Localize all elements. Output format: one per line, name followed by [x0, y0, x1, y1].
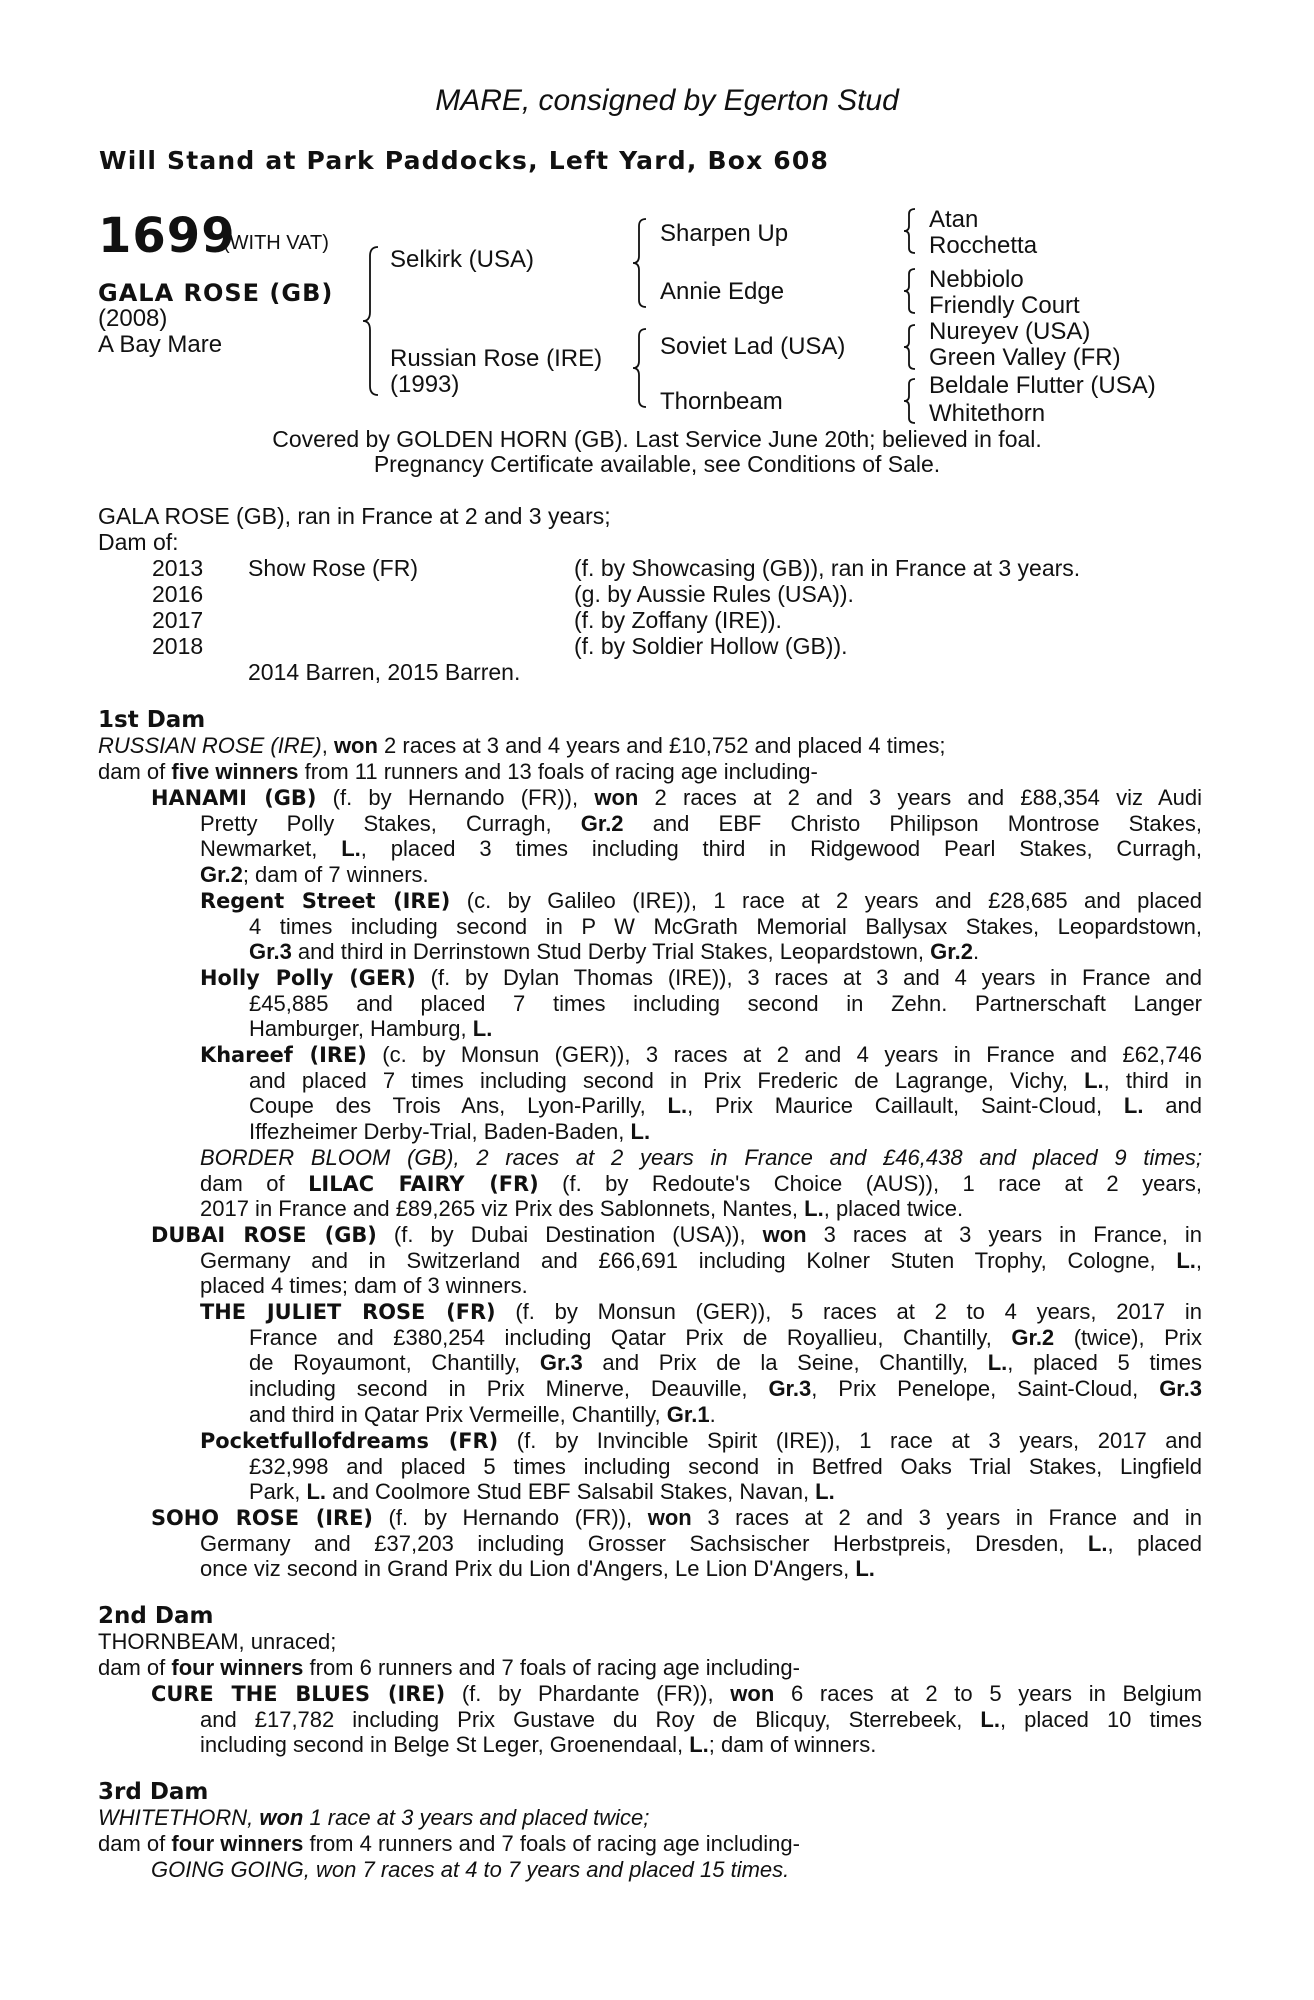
pedigree-gen3-1: Atan: [929, 206, 979, 233]
pedigree-gen2-3: Soviet Lad (USA): [660, 333, 846, 360]
entry-line: Newmarket, L., placed 3 times including third in Ridgewood Pearl Stakes, Curragh,: [200, 836, 1202, 862]
pedigree-gen3-7: Beldale Flutter (USA): [929, 372, 1156, 399]
consignment-line: MARE, consigned by Egerton Stud: [435, 84, 899, 117]
entry-line: HANAMI (GB) (f. by Hernando (FR)), won 2 races at 2 and 3 years and £88,354 viz Audi: [151, 785, 1203, 810]
covered-line-1: Covered by GOLDEN HORN (GB). Last Service June 20th; believed in foal.: [272, 426, 1042, 452]
entry-line: de Royaumont, Chantilly, Gr.3 and Prix de la Seine, Chantilly, L., placed 5 times: [249, 1350, 1203, 1376]
holly-polly-entry: [200, 965, 1202, 1045]
entry-line: France and £380,254 including Qatar Prix de Royallieu, Chantilly, Gr.2 (twice), Prix: [249, 1324, 1203, 1350]
entry-line: Park, L. and Coolmore Stud EBF Salsabil Stakes, Navan, L.: [249, 1479, 835, 1505]
pedigree-gen3-6: Green Valley (FR): [929, 344, 1121, 371]
produce-year: 2016: [152, 581, 204, 607]
lot-description: A Bay Mare: [98, 331, 223, 358]
produce-detail: (f. by Soldier Hollow (GB)).: [574, 633, 848, 659]
pocketfullofdreams-entry: [200, 1428, 1202, 1508]
juliet-rose-entry: [200, 1299, 1202, 1429]
pedigree-brace-main: [362, 246, 380, 396]
entry-line: Khareef (IRE) (c. by Monsun (GER)), 3 races at 2 and 4 years in France and £62,746: [200, 1042, 1202, 1067]
third-dam-line-2: dam of four winners from 4 runners and 7 foals of racing age including-: [98, 1831, 800, 1856]
covered-line-2: Pregnancy Certificate available, see Conditions of Sale.: [373, 451, 941, 477]
produce-foal-name: Show Rose (FR): [248, 555, 418, 581]
first-dam-line-1: RUSSIAN ROSE (IRE), won 2 races at 3 and 4 years and £10,752 and placed 4 times;: [98, 733, 946, 758]
pedigree-brace-dam: [632, 328, 648, 408]
pedigree-gen2-4: Thornbeam: [660, 388, 783, 415]
produce-intro: GALA ROSE (GB), ran in France at 2 and 3 years;: [98, 503, 611, 529]
third-dam-heading: 3rd Dam: [98, 1779, 209, 1805]
entry-line: and third in Qatar Prix Vermeille, Chantilly, Gr.1.: [249, 1401, 716, 1427]
third-dam-line-1: WHITETHORN, won 1 race at 3 years and placed twice;: [98, 1805, 650, 1830]
entry-line: DUBAI ROSE (GB) (f. by Dubai Destination (USA)), won 3 races at 3 years in France, in: [151, 1222, 1202, 1247]
entry-line: including second in Prix Minerve, Deauville, Gr.3, Prix Penelope, Saint-Cloud, Gr.3: [249, 1376, 1202, 1402]
lot-name: GALA ROSE (GB): [98, 279, 334, 307]
produce-barren: 2014 Barren, 2015 Barren.: [248, 659, 521, 685]
pedigree-brace-g3-3: [903, 324, 917, 370]
produce-dam-of: Dam of:: [98, 529, 179, 555]
entry-line: Iffezheimer Derby-Trial, Baden-Baden, L.: [249, 1119, 651, 1145]
produce-year: 2017: [152, 607, 204, 633]
second-dam-line-1: THORNBEAM, unraced;: [98, 1629, 337, 1654]
entry-line: CURE THE BLUES (IRE) (f. by Phardante (FR)), won 6 races at 2 to 5 years in Belgium: [151, 1681, 1202, 1706]
first-dam-heading: 1st Dam: [98, 707, 206, 733]
location-line: Will Stand at Park Paddocks, Left Yard, Box 608: [99, 146, 830, 175]
cure-the-blues-entry: [151, 1681, 1202, 1761]
pedigree-gen3-3: Nebbiolo: [929, 266, 1024, 293]
produce-year: 2013: [152, 555, 204, 581]
entry-line: £45,885 and placed 7 times including second in Zehn. Partnerschaft Langer: [249, 990, 1202, 1016]
entry-line: Pretty Polly Stakes, Curragh, Gr.2 and EBF Christo Philipson Montrose Stakes,: [200, 810, 1202, 836]
entry-line: BORDER BLOOM (GB), 2 races at 2 years in France and £46,438 and placed 9 times;: [200, 1145, 1202, 1170]
pedigree-gen3-5: Nureyev (USA): [929, 318, 1091, 345]
pedigree-brace-g3-1: [903, 208, 917, 254]
entry-line: Gr.2; dam of 7 winners.: [200, 862, 429, 888]
entry-line: and £17,782 including Prix Gustave du Roy de Blicquy, Sterrebeek, L., placed 10 times: [200, 1706, 1202, 1732]
first-dam-line-2: dam of five winners from 11 runners and 13 foals of racing age including-: [98, 759, 818, 784]
produce-year: 2018: [152, 633, 204, 659]
pedigree-brace-g3-4: [903, 378, 917, 424]
entry-line: dam of LILAC FAIRY (FR) (f. by Redoute's Choice (AUS)), 1 race at 2 years,: [200, 1170, 1203, 1196]
entry-line: including second in Belge St Leger, Groenendaal, L.; dam of winners.: [200, 1732, 877, 1758]
second-dam-line-2: dam of four winners from 6 runners and 7 foals of racing age including-: [98, 1655, 800, 1680]
hanami-entry: [151, 785, 1202, 889]
pedigree-gen3-8: Whitethorn: [929, 400, 1046, 427]
third-dam-line-3: GOING GOING, won 7 races at 4 to 7 years and placed 15 times.: [151, 1857, 790, 1882]
entry-line: once viz second in Grand Prix du Lion d'Angers, Le Lion D'Angers, L.: [200, 1556, 875, 1582]
pedigree-dam: Russian Rose (IRE): [390, 345, 603, 372]
dubai-rose-entry: [151, 1222, 1202, 1302]
entry-line: Hamburger, Hamburg, L.: [249, 1016, 493, 1042]
pedigree-sire: Selkirk (USA): [390, 246, 535, 273]
entry-line: Regent Street (IRE) (c. by Galileo (IRE)), 1 race at 2 years and £28,685 and placed: [200, 888, 1203, 913]
entry-line: 2017 in France and £89,265 viz Prix des Sablonnets, Nantes, L., placed twice.: [200, 1196, 964, 1222]
entry-line: Coupe des Trois Ans, Lyon-Parilly, L., Prix Maurice Caillault, Saint-Cloud, L. and: [249, 1093, 1203, 1119]
pedigree-gen2-1: Sharpen Up: [660, 220, 789, 247]
vat-label: (WITH VAT): [223, 232, 329, 254]
regent-street-entry: [200, 888, 1202, 968]
soho-rose-entry: [151, 1505, 1202, 1585]
produce-detail: (g. by Aussie Rules (USA)).: [574, 581, 854, 607]
entry-line: £32,998 and placed 5 times including second in Betfred Oaks Trial Stakes, Lingfield: [249, 1453, 1202, 1479]
entry-line: Pocketfullofdreams (FR) (f. by Invincible Spirit (IRE)), 1 race at 3 years, 2017 and: [200, 1428, 1202, 1453]
entry-line: Germany and in Switzerland and £66,691 including Kolner Stuten Trophy, Cologne, L.,: [200, 1247, 1202, 1273]
produce-detail: (f. by Zoffany (IRE)).: [574, 607, 782, 633]
pedigree-dam-year: (1993): [390, 371, 460, 398]
entry-line: THE JULIET ROSE (FR) (f. by Monsun (GER)), 5 races at 2 to 4 years, 2017 in: [200, 1299, 1202, 1324]
border-bloom-entry: [200, 1145, 1202, 1225]
pedigree-brace-g3-2: [903, 268, 917, 314]
entry-line: 4 times including second in P W McGrath Memorial Ballysax Stakes, Leopardstown,: [249, 913, 1202, 939]
pedigree-gen2-2: Annie Edge: [660, 278, 785, 305]
pedigree-gen3-2: Rocchetta: [929, 232, 1038, 259]
entry-line: placed 4 times; dam of 3 winners.: [200, 1273, 528, 1299]
produce-detail: (f. by Showcasing (GB)), ran in France at 3 years.: [574, 555, 1081, 581]
entry-line: Holly Polly (GER) (f. by Dylan Thomas (IRE)), 3 races at 3 and 4 years in France and: [200, 965, 1202, 990]
lot-number: 1699: [98, 208, 236, 264]
pedigree-gen3-4: Friendly Court: [929, 292, 1080, 319]
lot-year: (2008): [98, 305, 168, 332]
khareef-entry: [200, 1042, 1202, 1146]
entry-line: Germany and £37,203 including Grosser Sachsischer Herbstpreis, Dresden, L., placed: [200, 1530, 1202, 1556]
second-dam-heading: 2nd Dam: [98, 1603, 214, 1629]
entry-line: SOHO ROSE (IRE) (f. by Hernando (FR)), won 3 races at 2 and 3 years in France and in: [151, 1505, 1203, 1530]
pedigree-brace-sire: [632, 218, 648, 308]
entry-line: and placed 7 times including second in Prix Frederic de Lagrange, Vichy, L., third in: [249, 1067, 1202, 1093]
entry-line: Gr.3 and third in Derrinstown Stud Derby Trial Stakes, Leopardstown, Gr.2.: [249, 939, 980, 965]
